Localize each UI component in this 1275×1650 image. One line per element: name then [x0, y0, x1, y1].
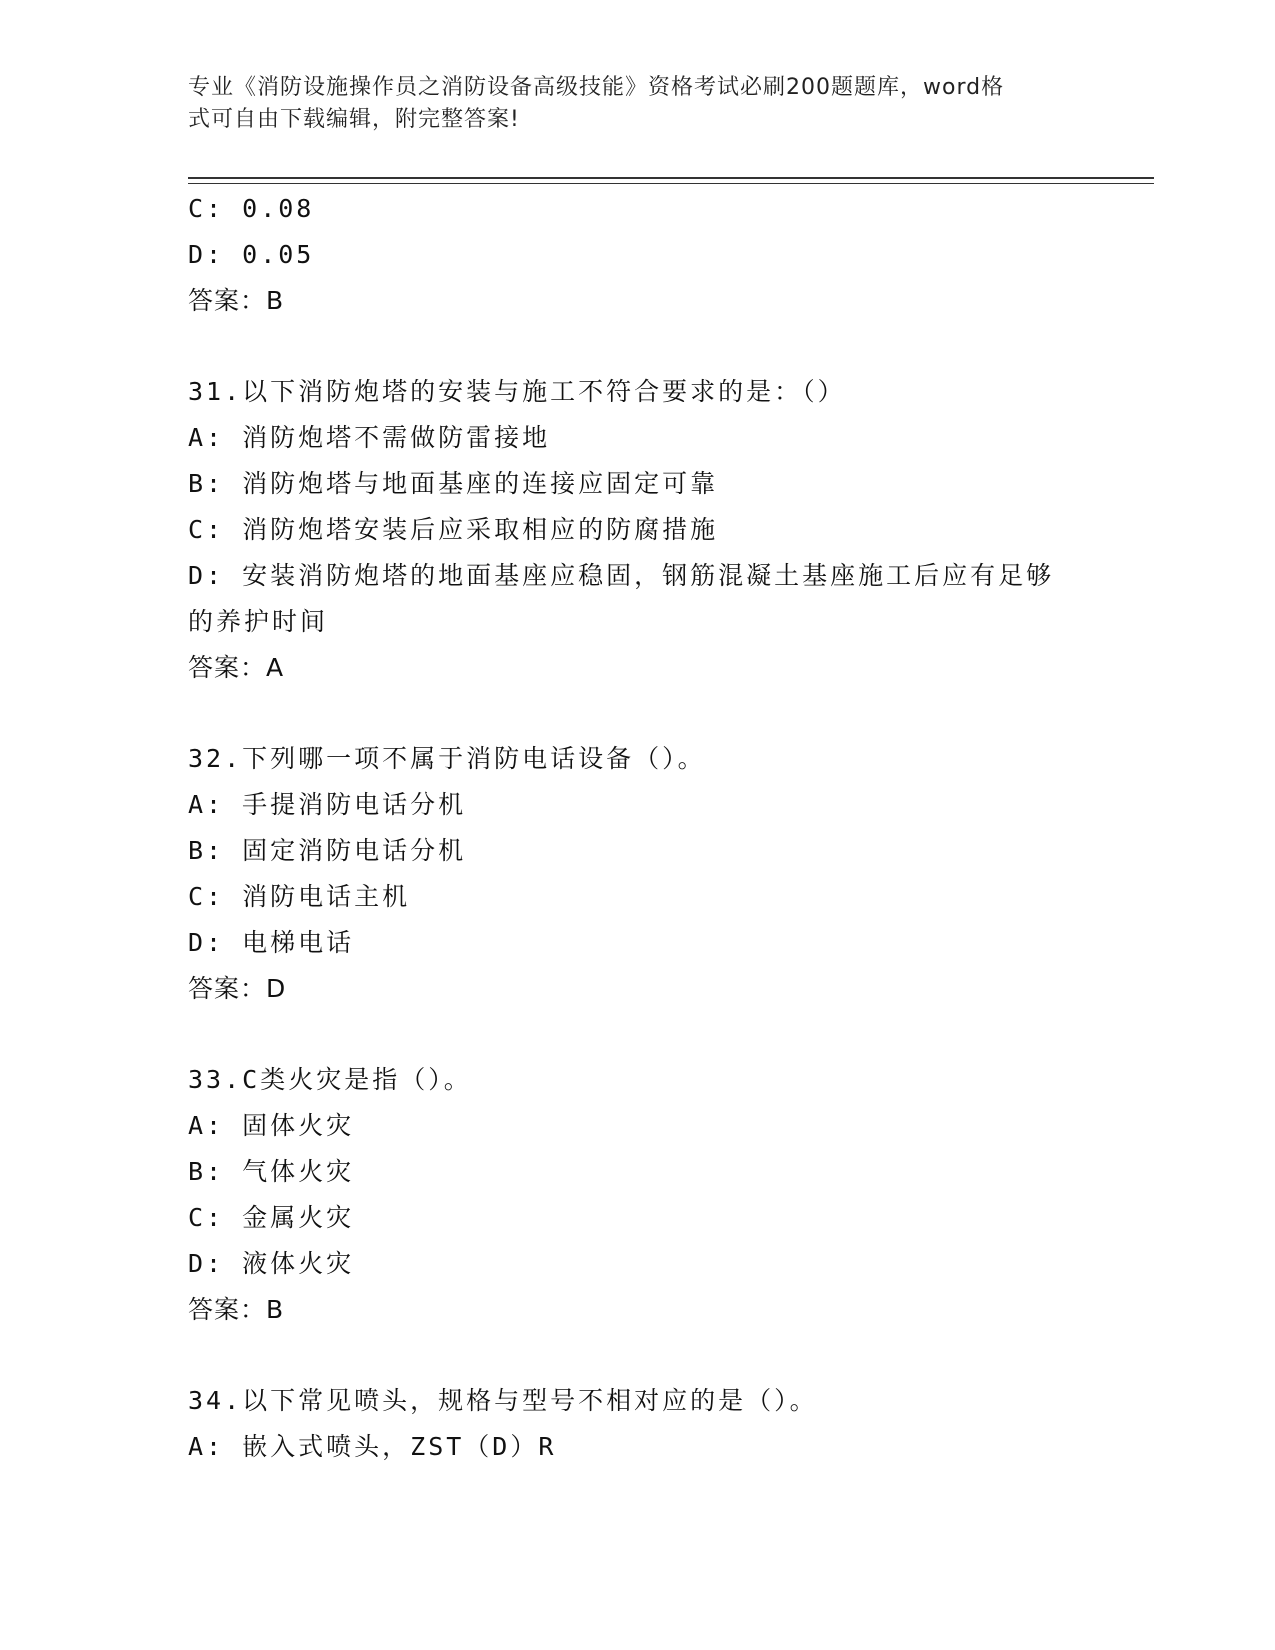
option-b: B: 气体火灾	[188, 1157, 355, 1186]
header-line-2: 式可自由下载编辑，附完整答案!	[188, 107, 520, 132]
option-b: B: 固定消防电话分机	[188, 836, 467, 865]
header-line-1: 专业《消防设施操作员之消防设备高级技能》资格考试必刷200题题库，word格	[188, 75, 1005, 100]
question-33	[188, 1057, 1088, 1333]
option-d-continued: 的养护时间	[188, 607, 329, 636]
option-d: D: 0.05	[188, 240, 315, 269]
answer-line: 答案：B	[188, 1295, 285, 1324]
option-c: C: 消防电话主机	[188, 882, 411, 911]
option-a: A: 消防炮塔不需做防雷接地	[188, 423, 551, 452]
option-c: C: 0.08	[188, 194, 315, 223]
option-c: C: 消防炮塔安装后应采取相应的防腐措施	[188, 515, 719, 544]
option-a: A: 嵌入式喷头，ZST（D）R	[188, 1432, 557, 1461]
question-stem: 33.C类火灾是指（）。	[188, 1065, 472, 1094]
question-34	[188, 1378, 1088, 1470]
option-d: D: 安装消防炮塔的地面基座应稳固，钢筋混凝土基座施工后应有足够	[188, 561, 1055, 590]
answer-line: 答案：D	[188, 974, 287, 1003]
option-c: C: 金属火灾	[188, 1203, 355, 1232]
question-stem: 31.以下消防炮塔的安装与施工不符合要求的是：（）	[188, 377, 846, 406]
header-divider-thick	[188, 177, 1154, 179]
option-a: A: 固体火灾	[188, 1111, 355, 1140]
answer-line: 答案：B	[188, 286, 285, 315]
question-32	[188, 736, 1088, 1012]
document-header	[188, 72, 1068, 136]
question-31	[188, 369, 1088, 691]
question-30-continuation	[188, 186, 1088, 324]
option-a: A: 手提消防电话分机	[188, 790, 467, 819]
option-d: D: 液体火灾	[188, 1249, 355, 1278]
answer-line: 答案：A	[188, 653, 285, 682]
question-stem: 32.下列哪一项不属于消防电话设备（）。	[188, 744, 706, 773]
header-divider-thin	[188, 183, 1154, 184]
option-d: D: 电梯电话	[188, 928, 355, 957]
question-stem: 34.以下常见喷头，规格与型号不相对应的是（）。	[188, 1386, 818, 1415]
option-b: B: 消防炮塔与地面基座的连接应固定可靠	[188, 469, 719, 498]
question-content	[188, 186, 1088, 1470]
